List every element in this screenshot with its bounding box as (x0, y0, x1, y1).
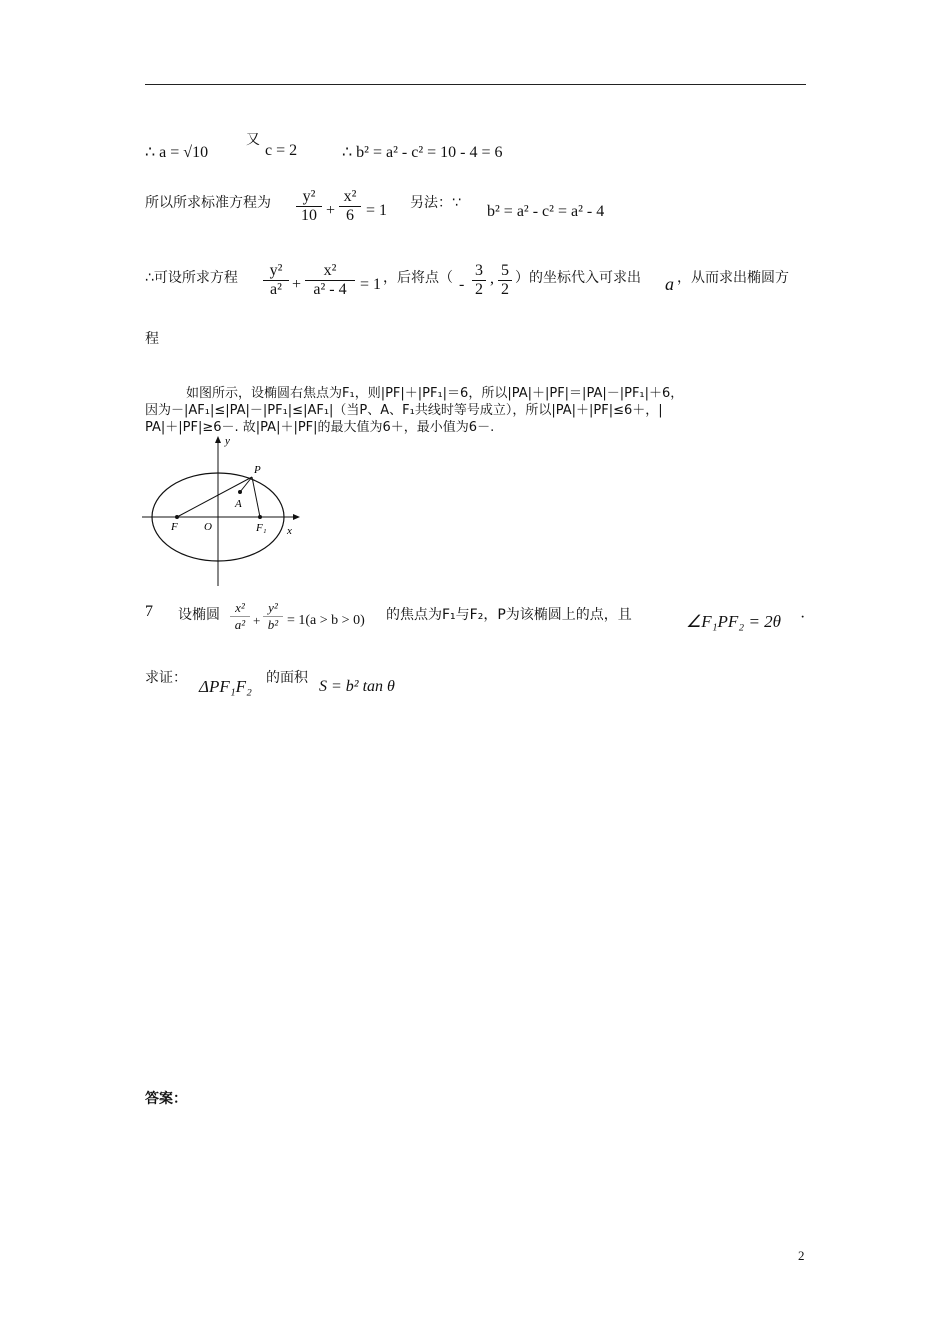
line3-prefix: ∴可设所求方程 (145, 270, 238, 286)
header-rule (145, 84, 806, 85)
line3-point-y (498, 262, 512, 299)
page-number: 2 (798, 1248, 805, 1263)
line3-point-y-num: 5 (498, 262, 512, 281)
line2-frac1-den: 10 (301, 207, 317, 224)
line2-plus: + (326, 202, 336, 219)
label-f1: F₁ (256, 522, 267, 534)
q7-frac2 (263, 600, 283, 633)
point-a (238, 490, 242, 494)
q7-dot: · (800, 609, 806, 626)
answer-label: 答案： (145, 1091, 187, 1107)
label-p: P (254, 464, 261, 476)
line2-frac2-den: 6 (346, 207, 354, 224)
line2-eq1: = 1 (366, 202, 388, 219)
q7-frac1-num: x² (230, 600, 250, 617)
label-y: y (225, 435, 230, 447)
q7-cond: = 1(a > b > 0) (287, 613, 365, 628)
x-axis-arrow (293, 514, 300, 520)
line3-mid: ，后将点（ (383, 270, 453, 286)
line1-therefore-b: ∴ b² = a² - c² = 10 - 4 = 6 (342, 144, 503, 161)
proof-label: 求证： (145, 670, 187, 686)
q7-angle: ∠F₁PF₂ = 2θ (686, 612, 782, 631)
q7-pre: 设椭圆 (178, 607, 220, 623)
line3-frac1-num: y² (263, 262, 289, 281)
point-f1 (258, 515, 262, 519)
para-line-2: 因为－|AF₁|≤|PA|－|PF₁|≤|AF₁|（当P、A、F₁共线时等号成立），所以|PA|＋|PF|≤6＋，| (145, 403, 663, 418)
label-x: x (287, 525, 292, 537)
q7-mid: 的焦点为F₁与F₂，P为该椭圆上的点，且 (386, 607, 632, 623)
para-line-3: PA|＋|PF|≥6－. 故|PA|＋|PF|的最大值为6＋，最小值为6－. (145, 420, 495, 435)
line2-alt: 另法：∵ (410, 195, 461, 211)
line3-point-x-den: 2 (475, 281, 483, 298)
line1-c-eq: c = 2 (265, 142, 298, 159)
proof-formula: S = b² tan θ (319, 678, 395, 695)
proof-triangle: ΔPF₁F₂ (199, 677, 252, 696)
line3-eq1: = 1 (360, 276, 382, 293)
y-axis-arrow (215, 436, 221, 443)
q7-plus: + (253, 613, 261, 628)
line2-frac2 (339, 188, 361, 225)
line3-minus: - (459, 276, 465, 293)
line2-frac1-num: y² (296, 188, 322, 207)
line3-point-x (472, 262, 486, 299)
line3-frac1-den: a² (270, 281, 282, 298)
proof-area: 的面积 (266, 670, 308, 686)
q7-frac2-den: b² (267, 617, 279, 632)
line2-frac1 (296, 188, 322, 225)
q7-frac2-num: y² (263, 600, 283, 617)
para-line-1: 如图所示，设椭圆右焦点为F₁，则|PF|＋|PF₁|＝6，所以|PA|＋|PF|＝|PA|－|PF₁|＋6， (186, 386, 684, 401)
line2-frac2-num: x² (339, 188, 361, 207)
q7-frac1 (230, 600, 250, 633)
line3-a-var: a (665, 274, 674, 294)
line3-point-x-num: 3 (472, 262, 486, 281)
ellipse-figure (140, 430, 310, 590)
line3-frac2-den: a² - 4 (313, 281, 347, 298)
line3-wrap: 程 (145, 331, 159, 347)
label-o: O (204, 521, 212, 533)
line3-plus: + (292, 276, 302, 293)
segment-pa (240, 477, 252, 492)
line3-frac2-num: x² (305, 262, 355, 281)
line3-comma: , (490, 270, 494, 287)
line3-end: ，从而求出椭圆方 (677, 270, 789, 286)
point-f (175, 515, 179, 519)
line3-point-y-den: 2 (501, 281, 509, 298)
q7-number: 7 (145, 603, 153, 620)
line3-frac2 (305, 262, 355, 299)
label-a: A (235, 498, 242, 510)
q7-frac1-den: a² (234, 617, 246, 632)
line1-therefore-a: ∴ a = √10 (145, 144, 209, 161)
line1-you: 又 (246, 132, 260, 148)
line2-prefix: 所以所求标准方程为 (145, 195, 271, 211)
label-f: F (171, 521, 178, 533)
line3-frac1 (263, 262, 289, 299)
segment-pf (177, 477, 252, 517)
line2-alt-expr: b² = a² - c² = a² - 4 (487, 203, 605, 220)
line3-after: ）的坐标代入可求出 (515, 270, 641, 286)
